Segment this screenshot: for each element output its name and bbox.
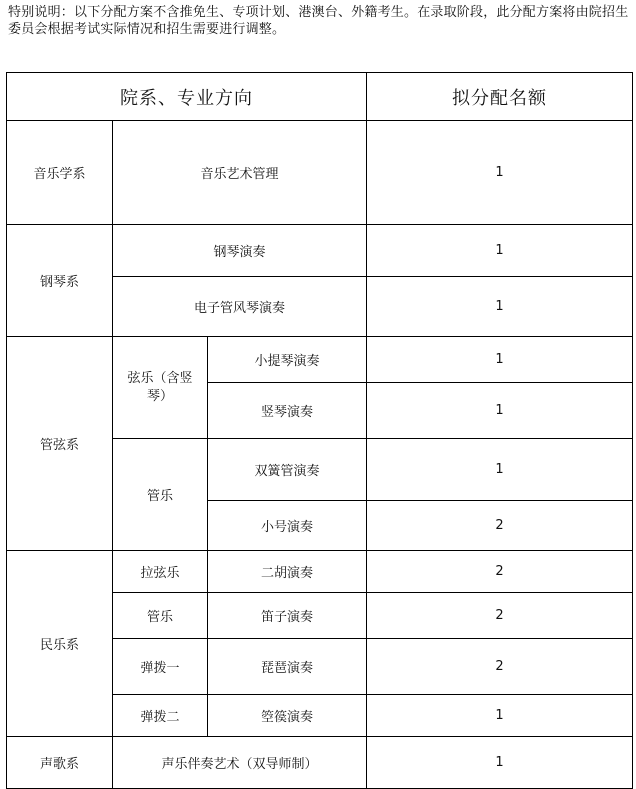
table-row [7, 551, 633, 593]
quota-cell: 1 [367, 695, 633, 737]
special-note: 特别说明：以下分配方案不含推免生、专项计划、港澳台、外籍考生。在录取阶段，此分配方案将由院招生委员会根据考试实际情况和招生需要进行调整。 [8, 5, 629, 37]
quota-cell: 1 [367, 439, 633, 501]
department-cell: 民乐系 [7, 551, 113, 737]
table-row [7, 337, 633, 383]
quota-cell: 1 [367, 121, 633, 225]
quota-cell: 1 [367, 277, 633, 337]
table-header-row [7, 73, 633, 121]
department-cell: 钢琴系 [7, 225, 113, 337]
major-cell: 二胡演奏 [208, 551, 367, 593]
group-cell: 管乐 [113, 439, 208, 551]
department-cell: 管弦系 [7, 337, 113, 551]
department-cell: 音乐学系 [7, 121, 113, 225]
major-cell: 琵琶演奏 [208, 639, 367, 695]
quota-cell: 2 [367, 639, 633, 695]
major-cell: 钢琴演奏 [113, 225, 367, 277]
group-cell [113, 337, 208, 439]
group-label: 弦乐（含竖琴） [127, 370, 193, 404]
department-cell: 声歌系 [7, 737, 113, 789]
major-cell: 音乐艺术管理 [113, 121, 367, 225]
major-cell: 箜篌演奏 [208, 695, 367, 737]
table-row [7, 737, 633, 789]
quota-cell: 1 [367, 383, 633, 439]
quota-cell: 1 [367, 337, 633, 383]
quota-cell: 2 [367, 551, 633, 593]
header-quota: 拟分配名额 [367, 73, 633, 121]
quota-cell: 1 [367, 737, 633, 789]
major-cell: 小提琴演奏 [208, 337, 367, 383]
group-cell: 拉弦乐 [113, 551, 208, 593]
major-cell: 小号演奏 [208, 501, 367, 551]
group-cell: 管乐 [113, 593, 208, 639]
quota-cell: 2 [367, 501, 633, 551]
table-row [7, 121, 633, 225]
major-cell: 电子管风琴演奏 [113, 277, 367, 337]
group-cell: 弹拨一 [113, 639, 208, 695]
header-department-major: 院系、专业方向 [7, 73, 367, 121]
major-cell: 笛子演奏 [208, 593, 367, 639]
major-cell: 声乐伴奏艺术（双导师制） [113, 737, 367, 789]
table-row [7, 225, 633, 277]
major-cell: 双簧管演奏 [208, 439, 367, 501]
group-cell: 弹拨二 [113, 695, 208, 737]
quota-table [6, 72, 633, 789]
quota-cell: 2 [367, 593, 633, 639]
quota-cell: 1 [367, 225, 633, 277]
major-cell: 竖琴演奏 [208, 383, 367, 439]
